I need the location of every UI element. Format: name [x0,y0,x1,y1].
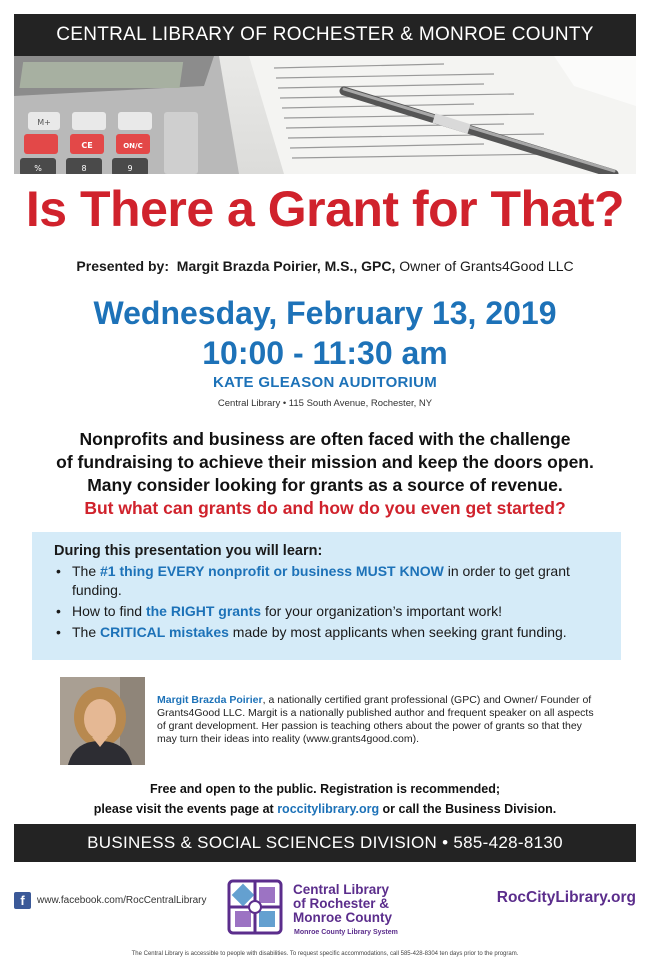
presenter-portrait-icon [60,677,145,765]
registration-text: please visit the events page at [93,802,278,816]
logo-wordmark [293,883,392,925]
intro-paragraph [20,428,630,520]
registration-line-1: Free and open to the public. Registration is recommended; [149,782,501,796]
logo-subtitle: Monroe County Library System [294,929,398,936]
key-percent: % [34,164,42,173]
intro-line-1: Nonprofits and business are often faced with the challenge [79,429,571,449]
bio-name: Margit Brazda Poirier [157,694,263,706]
learn-item [54,562,603,600]
learn-item [54,623,603,642]
event-title: Is There a Grant for That? [25,181,625,237]
presenter-role: Owner of Grants4Good LLC [399,258,574,274]
hero-image [14,56,636,174]
calculator-paper-illustration [14,56,636,174]
facebook-url[interactable]: www.facebook.com/RocCentralLibrary [37,895,207,906]
event-time: 10:00 - 11:30 am [202,335,448,371]
key-9: 9 [127,164,133,173]
intro-line-2: of fundraising to achieve their mission and keep the doors open. [56,452,594,472]
learn-item-highlight: the RIGHT grants [145,603,262,619]
learn-box [32,532,621,660]
division-label: BUSINESS & SOCIAL SCIENCES DIVISION • 585-428-8130 [87,833,563,852]
learn-item-highlight: #1 thing EVERY nonprofit or business MUST KNOW [100,563,444,579]
logo-line-2: of Rochester & [293,896,390,911]
learn-heading: During this presentation you will learn: [54,543,323,559]
event-date: Wednesday, February 13, 2019 [93,295,557,331]
intro-question: But what can grants do and how do you even get started? [84,498,566,518]
library-logo [223,873,423,943]
registration-text: or call the Business Division. [379,802,557,816]
library-logo-icon [223,875,287,939]
intro-line-3: Many consider looking for grants as a source of revenue. [87,475,563,495]
facebook-icon: f [14,892,31,909]
learn-item-text: How to find [72,603,146,619]
learn-item-text: for your organization’s important work! [261,603,503,619]
division-banner [14,824,636,862]
learn-list [54,562,603,642]
presenter-line [0,258,650,274]
event-address: Central Library • 115 South Avenue, Rochester, NY [217,398,433,409]
library-name: CENTRAL LIBRARY OF ROCHESTER & MONROE COUNTY [56,24,594,45]
logo-line-3: Monroe County [293,910,392,925]
presenter-name: Margit Brazda Poirier, M.S., GPC, [176,258,396,274]
learn-item-text: in order to get grant funding. [72,563,570,598]
learn-item [54,602,603,621]
registration-note [0,779,650,819]
key-ce: CE [81,141,93,150]
key-onc: ON/C [123,142,143,150]
library-website-link[interactable]: RocCityLibrary.org [496,889,636,906]
logo-line-1: Central Library [293,882,390,897]
key-8: 8 [81,164,87,173]
event-venue: KATE GLEASON AUDITORIUM [212,374,438,391]
presenter-photo [60,677,145,765]
learn-item-text: The [72,563,101,579]
presented-by-label: Presented by: [76,258,169,274]
header-banner [14,14,636,56]
learn-item-highlight: CRITICAL mistakes [100,624,229,640]
key-mplus: M+ [37,118,51,127]
learn-item-text: The [72,624,101,640]
registration-line-2 [0,799,650,819]
facebook-link[interactable] [14,892,207,909]
presenter-bio [157,694,602,746]
bio-text: , a nationally certified grant professional (GPC) and Owner/ Founder of Grants4Good LLC. Margit is a nationally published author and frequent speaker on all aspects of grant development. Her passion is teaching others about the power of grants so that they may turn their ideas into reality (www.grants4good.com). [157,694,594,745]
learn-item-text: made by most applicants when seeking grant funding. [228,624,567,640]
events-page-link[interactable]: roccitylibrary.org [277,802,380,816]
accessibility-note: The Central Library is accessible to people with disabilities. To request specific accommodations, call 585-428-8304 ten days prior to the program. [131,951,519,957]
